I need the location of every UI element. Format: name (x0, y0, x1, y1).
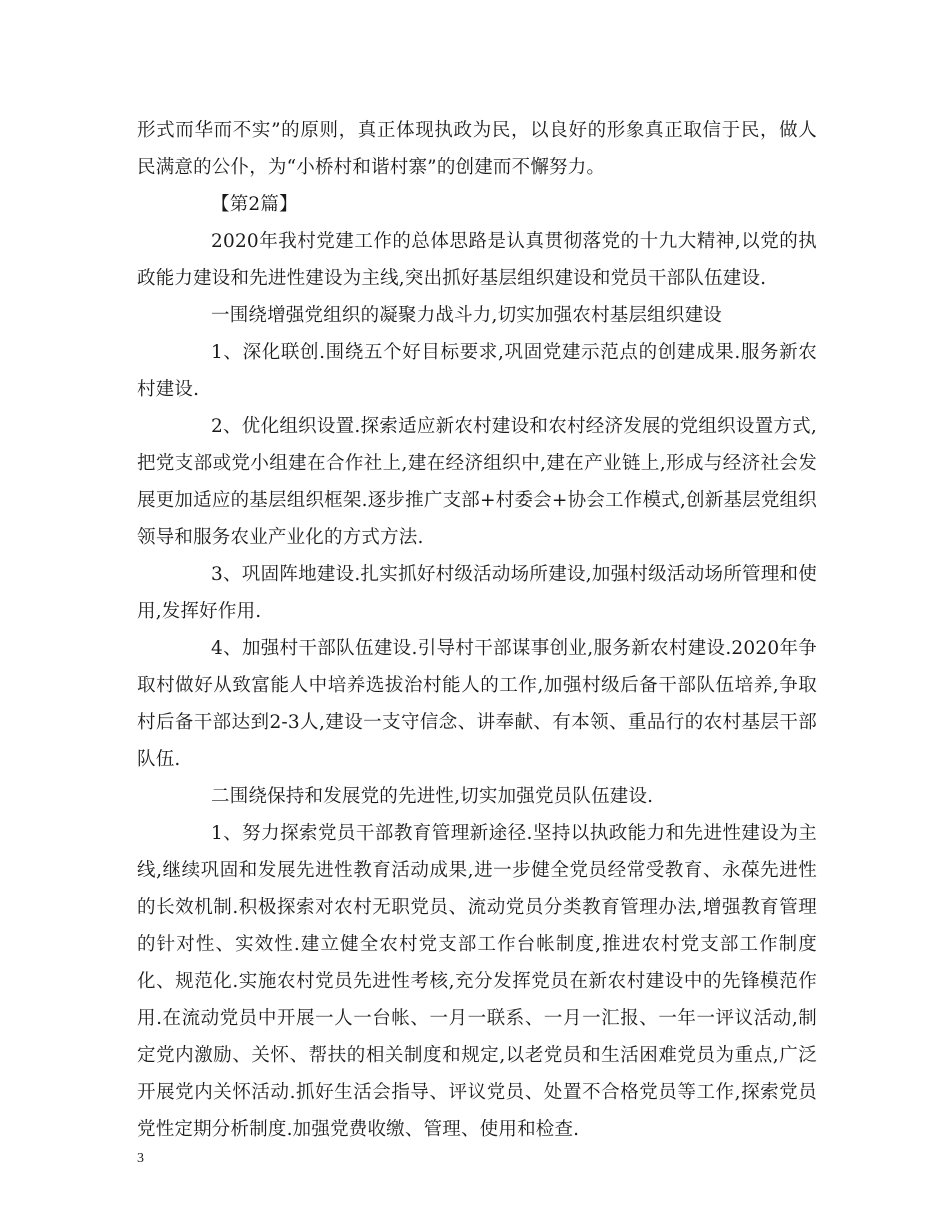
subheading-organization: 一围绕增强党组织的凝聚力战斗力,切实加强农村基层组织建设 (211, 305, 722, 326)
section-heading: 【第2篇】 (211, 194, 298, 215)
document-body (137, 112, 817, 1148)
subheading-members: 二围绕保持和发展党的先进性,切实加强党员队伍建设. (211, 786, 654, 807)
paragraph-continuation: 形式而华而不实”的原则，真正体现执政为民，以良好的形象真正取信于民，做人民满意的公仆，为“小桥村和谐村寨”的创建而不懈努力。 (137, 120, 817, 178)
page-number: 3 (137, 1151, 144, 1166)
paragraph-item-1: 1、深化联创.围绕五个好目标要求,巩固党建示范点的创建成果.服务新农村建设. (137, 342, 817, 400)
paragraph-intro: 2020年我村党建工作的总体思路是认真贯彻落党的十九大精神,以党的执政能力建设和先进性建设为主线,突出抓好基层组织建设和党员干部队伍建设. (137, 231, 817, 289)
paragraph-item-3: 3、巩固阵地建设.扎实抓好村级活动场所建设,加强村级活动场所管理和使用,发挥好作用. (137, 564, 817, 622)
paragraph-item-4: 4、加强村干部队伍建设.引导村干部谋事创业,服务新农村建设.2020年争取村做好从致富能人中培养选拔治村能人的工作,加强村级后备干部队伍培养,争取村后备干部达到2-3人,建设一支守信念、讲奉献、有本领、重品行的农村基层干部队伍. (137, 638, 817, 770)
paragraph-members-item-1: 1、努力探索党员干部教育管理新途径.坚持以执政能力和先进性建设为主线,继续巩固和发展先进性教育活动成果,进一步健全党员经常受教育、永葆先进性的长效机制.积极探索对农村无职党员、流动党员分类教育管理办法,增强教育管理的针对性、实效性.建立健全农村党支部工作台帐制度,推进农村党支部工作制度化、规范化.实施农村党员先进性考核,充分发挥党员在新农村建设中的先锋模范作用.在流动党员中开展一人一台帐、一月一联系、一月一汇报、一年一评议活动,制定党内激励、关怀、帮扶的相关制度和规定,以老党员和生活困难党员为重点,广泛开展党内关怀活动.抓好生活会指导、评议党员、处置不合格党员等工作,探索党员党性定期分析制度.加强党费收缴、管理、使用和检查. (137, 823, 817, 1140)
paragraph-item-2: 2、优化组织设置.探索适应新农村建设和农村经济发展的党组织设置方式,把党支部或党小组建在合作社上,建在经济组织中,建在产业链上,形成与经济社会发展更加适应的基层组织框架.逐步推广支部+村委会+协会工作模式,创新基层党组织领导和服务农业产业化的方式方法. (137, 416, 817, 548)
